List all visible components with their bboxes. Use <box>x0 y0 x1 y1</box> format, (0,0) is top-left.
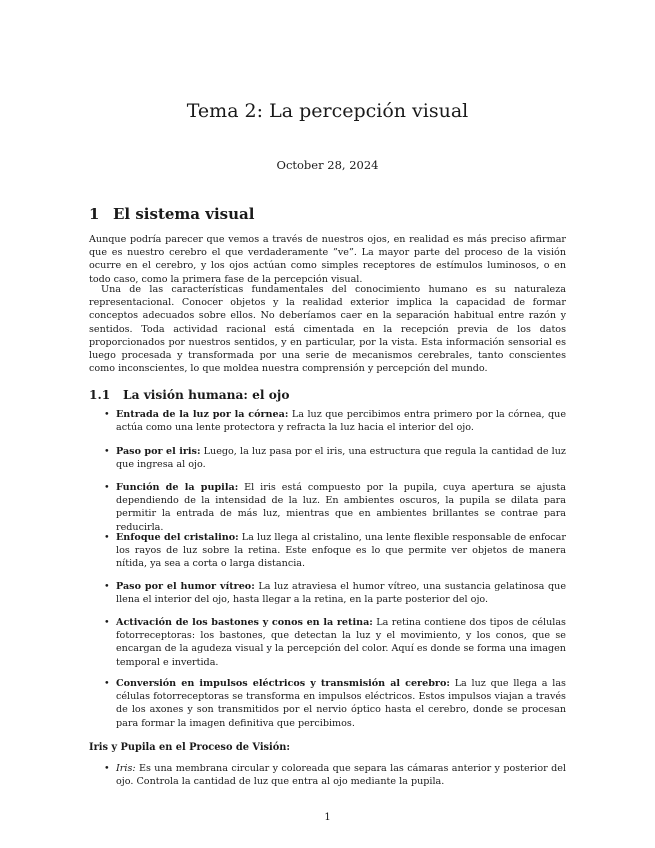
bullet-icon: • <box>104 763 110 774</box>
list-item-text: Es una membrana circular y coloreada que separa las cámaras anterior y posterior del ojo. Controla la cantidad de luz que entra al ojo mediante la pupila. <box>116 763 566 788</box>
list-item-text: La luz llega al cristalino, una lente flexible responsable de enfocar los rayos de luz sobre la retina. Este enfoque es lo que permite ver objetos de manera nítida, ya sea a corta o larga distancia. <box>116 532 566 570</box>
subsection-heading <box>89 387 289 403</box>
bullet-icon: • <box>104 446 110 457</box>
list-item-lead: Paso por el iris: <box>116 446 201 457</box>
bullet-icon: • <box>104 409 110 420</box>
list-item <box>102 616 566 669</box>
list-item <box>102 762 566 788</box>
list-item-lead: Activación de los bastones y conos en la retina: <box>116 617 373 628</box>
bullet-icon: • <box>104 482 110 493</box>
bullet-icon: • <box>104 617 110 628</box>
list-item <box>102 408 566 434</box>
iris-section-heading: Iris y Pupila en el Proceso de Visión: <box>89 742 291 753</box>
list-item-text: La luz que llega a las células fotorreceptoras se transforma en impulsos eléctricos. Estos impulsos viajan a través de los axones y son transmitidos por el nervio óptico hasta el cerebro, donde se procesan para formar la imagen definitiva que percibimos. <box>116 678 566 729</box>
list-item-lead: Conversión en impulsos eléctricos y transmisión al cerebro: <box>116 678 450 689</box>
list-item-lead: Enfoque del cristalino: <box>116 532 239 543</box>
bullet-icon: • <box>104 581 110 592</box>
page-number: 1 <box>324 812 331 823</box>
list-item <box>102 445 566 471</box>
list-item <box>102 677 566 730</box>
list-item-text: La luz atraviesa el humor vítreo, una sustancia gelatinosa que llena el interior del ojo, hasta llegar a la retina, en la parte posterior del ojo. <box>116 581 567 606</box>
list-item <box>102 531 566 571</box>
list-item-text: La retina contiene dos tipos de células fotorreceptoras: los bastones, que detectan la luz y el movimiento, y los conos, que se encargan de la agudeza visual y la percepción del color. Aquí es donde se forma una imagen temporal e invertida. <box>116 617 566 668</box>
list-item-text: La luz que percibimos entra primero por la córnea, que actúa como una lente protectora y refracta la luz hacia el interior del ojo. <box>116 409 566 434</box>
section-number: 1 <box>89 205 100 223</box>
list-item-text: Luego, la luz pasa por el iris, una estructura que regula la cantidad de luz que ingresa al ojo. <box>116 446 566 471</box>
section-paragraph: Una de las características fundamentales del conocimiento humano es su naturaleza representacional. Conocer objetos y la realidad exterior implica la capacidad de formar conceptos adecuados sobre ellos. No deberíamos caer en la separación habitual entre razón y sentidos. Toda actividad racional está cimentada en la recepción previa de los datos proporcionados por nuestros sentidos, y en particular, por la vista. Esta información sensorial es luego procesada y transformada por una serie de mecanismos cerebrales, tanto conscientes como inconscientes, lo que moldea nuestra comprensión y percepción del mundo. <box>89 284 566 375</box>
subsection-title: La visión humana: el ojo <box>123 388 290 402</box>
document-title: Tema 2: La percepción visual <box>186 100 469 122</box>
section-title: El sistema visual <box>113 205 255 223</box>
list-item-text: El iris está compuesto por la pupila, cuya apertura se ajusta dependiendo de la intensidad de la luz. En ambientes oscuros, la pupila se dilata para permitir la entrada de más luz, mientras que en ambientes brillantes se contrae para reducirla. <box>116 482 566 533</box>
bullet-icon: • <box>104 532 110 543</box>
list-item-lead: Paso por el humor vítreo: <box>116 581 255 592</box>
list-item-lead: Función de la pupila: <box>116 482 239 493</box>
section-heading <box>89 204 254 224</box>
list-item <box>102 580 566 606</box>
list-item-lead: Iris: <box>116 763 136 774</box>
subsection-number: 1.1 <box>89 388 111 402</box>
section-paragraph: Aunque podría parecer que vemos a través de nuestros ojos, en realidad es más preciso afirmar que es nuestro cerebro el que verdaderamente ”ve”. La mayor parte del proceso de la visión ocurre en el cerebro, y los ojos actúan como simples receptores de estímulos luminosos, o en todo caso, como la primera fase de la percepción visual. <box>89 234 566 285</box>
list-item <box>102 481 566 534</box>
document-date: October 28, 2024 <box>276 158 379 172</box>
list-item-lead: Entrada de la luz por la córnea: <box>116 409 289 420</box>
bullet-icon: • <box>104 678 110 689</box>
